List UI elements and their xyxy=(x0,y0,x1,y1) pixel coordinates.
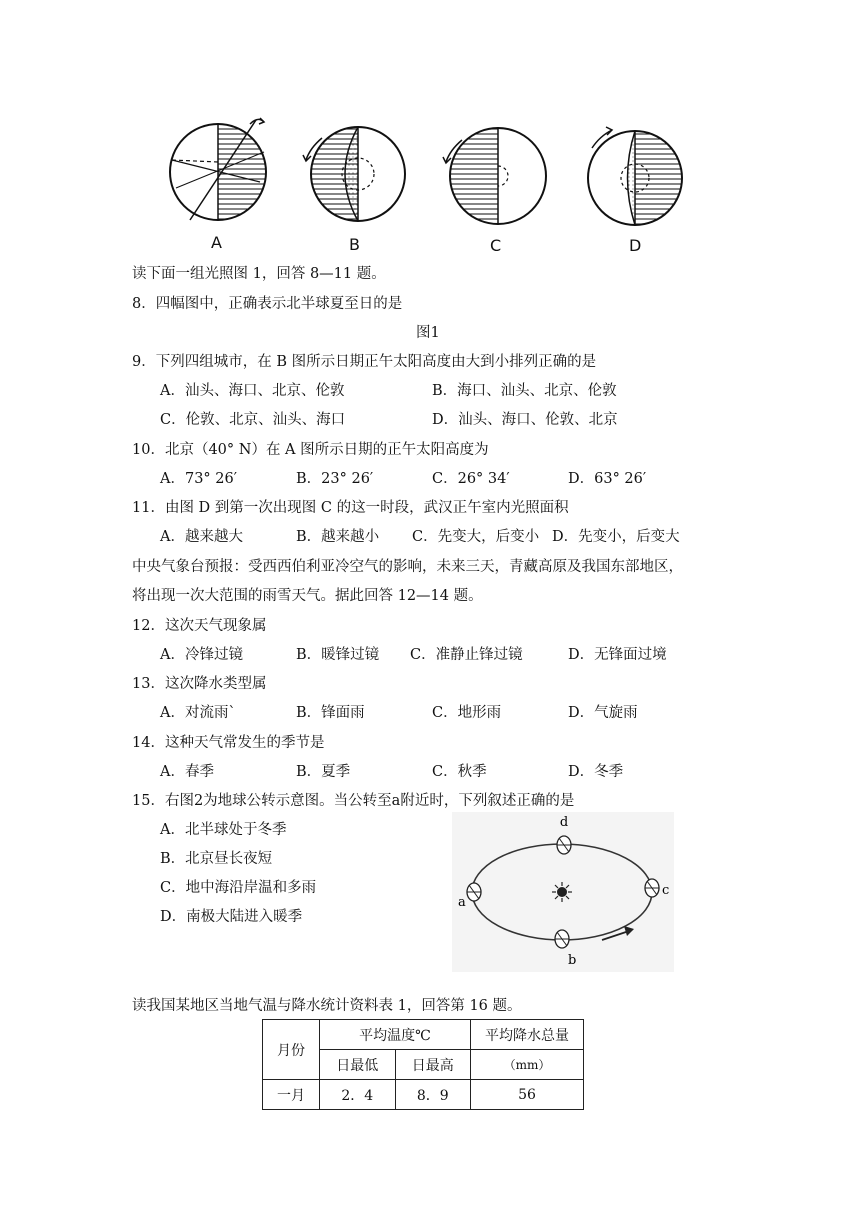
question-8: 8．四幅图中，正确表示北半球夏至日的是 xyxy=(132,296,403,312)
q10-option-b: B．23° 26′ xyxy=(296,471,374,487)
q11-option-a: A．越来越大 xyxy=(160,529,243,545)
q10-option-d: D．63° 26′ xyxy=(568,471,647,487)
earth-position-d xyxy=(557,836,571,854)
q14-option-d: D．冬季 xyxy=(568,764,624,780)
diagram-d xyxy=(588,127,683,226)
q11-option-b: B．越来越小 xyxy=(296,529,380,545)
diagram-label-c: C xyxy=(490,236,502,255)
orbit-label-d: d xyxy=(559,815,569,830)
intro-table1: 读我国某地区当地气温与降水统计资料表 1，回答第 16 题。 xyxy=(132,998,522,1014)
orbit-label-a: a xyxy=(458,895,466,910)
q13-option-d: D．气旋雨 xyxy=(568,705,638,721)
q15-option-a: A．北半球处于冬季 xyxy=(160,822,287,838)
q12-option-d: D．无锋面过境 xyxy=(568,647,667,663)
q15-option-b: B．北京昼长夜短 xyxy=(160,851,273,867)
q10-option-a: A．73° 26′ xyxy=(160,471,238,487)
cell-low: 2．4 xyxy=(320,1080,396,1110)
header-precip-unit: （mm） xyxy=(471,1050,584,1080)
cell-high: 8．9 xyxy=(395,1080,471,1110)
header-daily-low: 日最低 xyxy=(320,1050,396,1080)
diagram-label-d: D xyxy=(629,236,642,255)
q13-option-b: B．锋面雨 xyxy=(296,705,365,721)
q9-option-b: B．海口、汕头、北京、伦敦 xyxy=(432,383,617,399)
question-9: 9．下列四组城市，在 B 图所示日期正午太阳高度由大到小排列正确的是 xyxy=(132,354,597,370)
q13-option-a: A．对流雨` xyxy=(160,705,236,721)
q14-option-a: A．春季 xyxy=(160,764,214,780)
q12-option-a: A．冷锋过镜 xyxy=(160,647,243,663)
q9-option-c: C．伦敦、北京、汕头、海口 xyxy=(160,412,346,428)
q9-option-d: D．汕头、海口、伦敦、北京 xyxy=(432,412,618,428)
q11-option-d: D．先变小，后变大 xyxy=(552,529,680,545)
intro-weather-line1: 中央气象台预报：受西西伯利亚冷空气的影响，未来三天，青藏高原及我国东部地区， xyxy=(132,559,683,575)
cell-month: 一月 xyxy=(263,1080,320,1110)
sun-icon xyxy=(552,882,572,902)
q14-option-b: B．夏季 xyxy=(296,764,351,780)
intro-weather-line2: 将出现一次大范围的雨雪天气。据此回答 12—14 题。 xyxy=(132,588,483,604)
table-row xyxy=(263,1080,584,1110)
diagram-label-a: A xyxy=(211,233,222,252)
q9-option-a: A．汕头、海口、北京、伦敦 xyxy=(160,383,345,399)
diagram-c xyxy=(443,126,546,226)
q14-option-c: C．秋季 xyxy=(432,764,487,780)
orbit-label-b: b xyxy=(568,953,577,968)
diagram-a xyxy=(170,118,270,222)
header-avg-temp: 平均温度℃ xyxy=(320,1020,471,1050)
question-11: 11．由图 D 到第一次出现图 C 的这一时段，武汉正午室内光照面积 xyxy=(132,500,569,516)
q11-option-c: C．先变大，后变小 xyxy=(412,529,540,545)
diagram-b xyxy=(303,126,405,222)
q15-option-c: C．地中海沿岸温和多雨 xyxy=(160,880,317,896)
header-month: 月份 xyxy=(263,1020,320,1080)
earth-position-a xyxy=(467,883,481,901)
orbit-figure xyxy=(452,812,674,972)
illumination-figure xyxy=(160,112,700,262)
q13-option-c: C．地形雨 xyxy=(432,705,502,721)
q10-option-c: C．26° 34′ xyxy=(432,471,510,487)
question-13: 13．这次降水类型属 xyxy=(132,676,267,692)
figure1-caption: 图1 xyxy=(416,325,440,341)
q12-option-b: B．暖锋过镜 xyxy=(296,647,380,663)
cell-precip: 56 xyxy=(471,1080,584,1110)
climate-table xyxy=(262,1019,584,1110)
intro-figure1: 读下面一组光照图 1，回答 8—11 题。 xyxy=(132,266,386,282)
q12-option-c: C．准静止锋过镜 xyxy=(410,647,523,663)
question-15: 15．右图2为地球公转示意图。当公转至a附近时，下列叙述正确的是 xyxy=(132,793,575,809)
earth-position-c xyxy=(645,879,659,897)
header-daily-high: 日最高 xyxy=(395,1050,471,1080)
earth-position-b xyxy=(555,930,569,948)
question-14: 14．这种天气常发生的季节是 xyxy=(132,735,325,751)
diagram-label-b: B xyxy=(349,235,360,254)
question-12: 12．这次天气现象属 xyxy=(132,618,267,634)
orbit-label-c: c xyxy=(662,883,670,898)
q15-option-d: D．南极大陆进入暖季 xyxy=(160,909,303,925)
question-10: 10．北京（40° N）在 A 图所示日期的正午太阳高度为 xyxy=(132,442,489,458)
header-precip: 平均降水总量 xyxy=(471,1020,584,1050)
